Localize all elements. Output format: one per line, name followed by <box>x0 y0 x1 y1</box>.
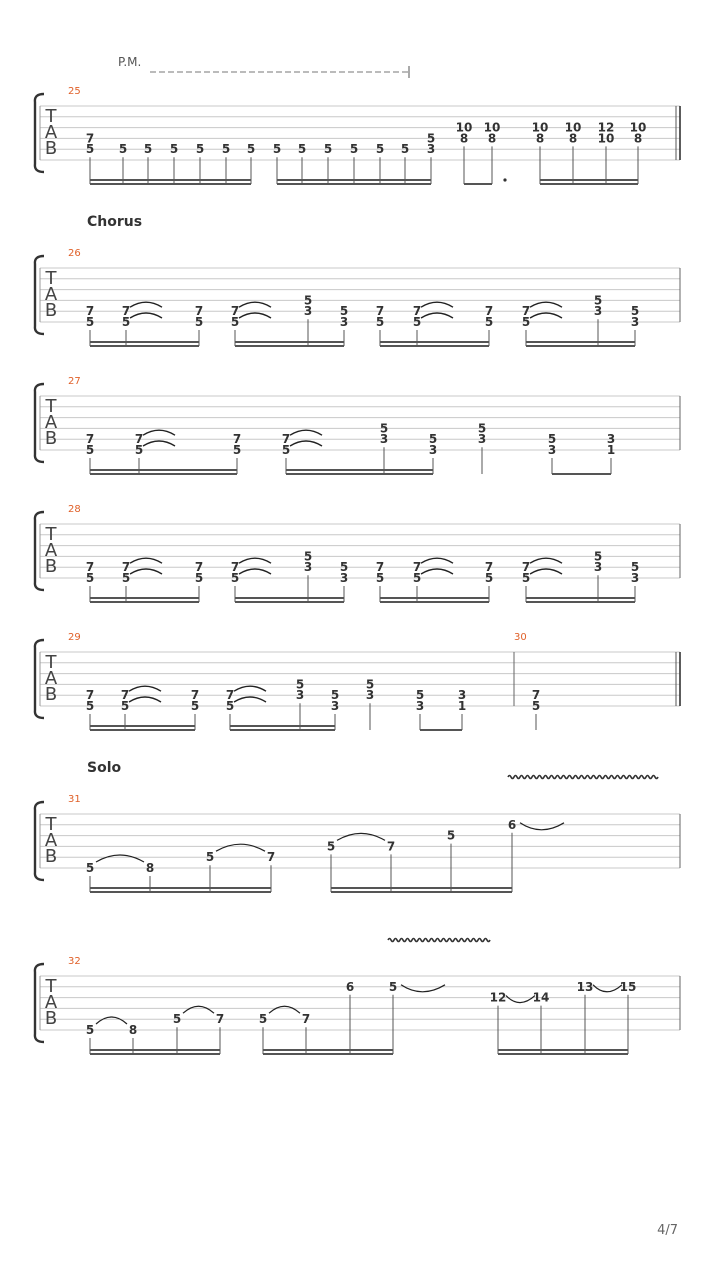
rhythm-dot <box>503 178 506 181</box>
fret-number: 3 <box>330 699 340 713</box>
tie-arc <box>239 558 271 563</box>
fret-number: 12 <box>597 120 615 135</box>
fret-number: 15 <box>619 979 637 994</box>
fret-number: 5 <box>297 142 307 157</box>
tie-arc <box>421 569 453 574</box>
tie-arc <box>129 686 161 691</box>
fret-number: 5 <box>379 421 389 436</box>
fret-number: 5 <box>303 293 313 308</box>
tab-clef-letter: B <box>44 846 58 867</box>
tab-clef-letter: T <box>45 268 57 289</box>
tab-clef-letter: B <box>44 556 58 577</box>
fret-number: 5 <box>281 443 291 457</box>
fret-number: 5 <box>547 432 557 447</box>
vibrato-mark <box>508 776 658 779</box>
fret-number: 7 <box>121 560 131 575</box>
tie-arc <box>239 313 271 318</box>
slur-arc <box>96 855 144 862</box>
tie-arc <box>130 569 162 574</box>
tab-clef-letter: T <box>45 652 57 673</box>
tab-clef-letter: B <box>44 1008 58 1029</box>
tie-arc <box>530 302 562 307</box>
fret-number: 5 <box>412 571 422 585</box>
fret-number: 3 <box>365 688 375 703</box>
fret-number: 7 <box>232 432 242 447</box>
fret-number: 5 <box>521 315 531 329</box>
tab-clef-letter: T <box>45 976 57 997</box>
fret-number: 8 <box>128 1023 138 1037</box>
fret-number: 5 <box>134 443 144 457</box>
fret-number: 7 <box>386 839 396 854</box>
slur-arc <box>593 985 622 992</box>
fret-number: 5 <box>272 142 282 157</box>
fret-number: 3 <box>457 688 467 703</box>
fret-number: 5 <box>593 293 603 308</box>
fret-number: 7 <box>521 560 531 575</box>
fret-number: 7 <box>412 304 422 319</box>
fret-number: 5 <box>118 142 128 157</box>
fret-number: 7 <box>190 688 200 703</box>
fret-number: 5 <box>477 421 487 436</box>
fret-number: 7 <box>194 304 204 319</box>
fret-number: 5 <box>339 304 349 319</box>
fret-number: 5 <box>303 549 313 564</box>
fret-number: 3 <box>630 571 640 585</box>
fret-number: 5 <box>375 571 385 585</box>
fret-number: 7 <box>194 560 204 575</box>
slur-arc <box>269 1006 300 1013</box>
tie-arc <box>143 430 175 435</box>
fret-number: 8 <box>568 131 578 146</box>
fret-number: 7 <box>375 304 385 319</box>
tie-arc <box>234 697 266 702</box>
fret-number: 7 <box>521 304 531 319</box>
fret-number: 3 <box>477 432 487 447</box>
fret-number: 7 <box>85 560 95 575</box>
fret-number: 5 <box>85 443 95 457</box>
fret-number: 5 <box>375 142 385 157</box>
fret-number: 3 <box>593 560 603 575</box>
measure-number: 25 <box>68 86 81 97</box>
fret-number: 5 <box>194 315 204 329</box>
measure-number: 29 <box>68 632 81 643</box>
fret-number: 14 <box>532 990 550 1005</box>
vibrato-mark <box>388 939 490 942</box>
tie-arc <box>234 686 266 691</box>
tab-clef-letter: T <box>45 396 57 417</box>
tab-clef-letter: B <box>44 300 58 321</box>
fret-number: 3 <box>379 432 389 447</box>
tie-arc <box>290 430 322 435</box>
fret-number: 10 <box>564 120 582 135</box>
tab-clef-letter: T <box>45 106 57 127</box>
tie-arc <box>143 441 175 446</box>
fret-number: 5 <box>205 850 215 865</box>
tie-arc <box>130 558 162 563</box>
fret-number: 7 <box>134 432 144 447</box>
fret-number: 5 <box>258 1012 268 1027</box>
fret-number: 5 <box>521 571 531 585</box>
tab-clef-letter: B <box>44 138 58 159</box>
fret-number: 8 <box>535 131 545 146</box>
fret-number: 7 <box>85 688 95 703</box>
fret-number: 10 <box>629 120 647 135</box>
slur-arc <box>216 844 265 851</box>
tie-arc <box>530 313 562 318</box>
fret-number: 5 <box>85 1023 95 1037</box>
fret-number: 10 <box>597 131 615 146</box>
fret-number: 1 <box>457 699 467 713</box>
tie-arc <box>290 441 322 446</box>
fret-number: 3 <box>630 315 640 329</box>
fret-number: 5 <box>326 839 336 854</box>
tie-arc <box>530 558 562 563</box>
measure-number: 26 <box>68 248 81 259</box>
tie-arc <box>530 569 562 574</box>
slur-arc <box>520 823 564 830</box>
fret-number: 5 <box>323 142 333 157</box>
fret-number: 5 <box>225 699 235 713</box>
fret-number: 5 <box>194 571 204 585</box>
fret-number: 5 <box>630 304 640 319</box>
tie-arc <box>421 558 453 563</box>
fret-number: 5 <box>85 571 95 585</box>
fret-number: 5 <box>400 142 410 157</box>
fret-number: 5 <box>172 1012 182 1027</box>
palm-mute-label: P.M. <box>118 55 142 69</box>
fret-number: 8 <box>487 131 497 146</box>
fret-number: 7 <box>301 1012 311 1027</box>
tab-clef-letter: A <box>44 540 58 561</box>
fret-number: 5 <box>85 142 95 157</box>
fret-number: 10 <box>531 120 549 135</box>
fret-number: 5 <box>121 315 131 329</box>
fret-number: 5 <box>484 571 494 585</box>
fret-number: 5 <box>195 142 205 157</box>
fret-number: 3 <box>415 699 425 713</box>
tie-arc <box>239 569 271 574</box>
fret-number: 6 <box>507 817 517 832</box>
fret-number: 3 <box>606 432 616 447</box>
fret-number: 5 <box>121 571 131 585</box>
fret-number: 5 <box>339 560 349 575</box>
fret-number: 5 <box>593 549 603 564</box>
tie-arc <box>130 313 162 318</box>
tab-clef-letter: T <box>45 814 57 835</box>
slur-arc <box>401 985 445 992</box>
fret-number: 13 <box>576 979 594 994</box>
fret-number: 5 <box>85 699 95 713</box>
fret-number: 7 <box>85 304 95 319</box>
fret-number: 5 <box>446 828 456 843</box>
fret-number: 7 <box>230 560 240 575</box>
tab-clef-letter: B <box>44 428 58 449</box>
slur-arc <box>96 1017 127 1024</box>
fret-number: 3 <box>303 560 313 575</box>
measure-number: 31 <box>68 794 81 805</box>
tie-arc <box>421 313 453 318</box>
fret-number: 7 <box>121 304 131 319</box>
fret-number: 5 <box>388 979 398 994</box>
page-number: 4/7 <box>657 1223 678 1238</box>
tie-arc <box>239 302 271 307</box>
measure-number: 28 <box>68 504 81 515</box>
fret-number: 7 <box>230 304 240 319</box>
fret-number: 6 <box>345 979 355 994</box>
fret-number: 5 <box>349 142 359 157</box>
tab-clef-letter: A <box>44 412 58 433</box>
tab-clef-letter: T <box>45 524 57 545</box>
fret-number: 7 <box>225 688 235 703</box>
fret-number: 5 <box>120 699 130 713</box>
fret-number: 8 <box>459 131 469 146</box>
fret-number: 5 <box>246 142 256 157</box>
tab-clef-letter: B <box>44 684 58 705</box>
fret-number: 7 <box>281 432 291 447</box>
fret-number: 7 <box>484 304 494 319</box>
fret-number: 5 <box>375 315 385 329</box>
slur-arc <box>337 833 385 840</box>
chorus-section-label: Chorus <box>87 214 143 230</box>
fret-number: 5 <box>190 699 200 713</box>
fret-number: 10 <box>483 120 501 135</box>
tab-clef-letter: A <box>44 992 58 1013</box>
fret-number: 5 <box>412 315 422 329</box>
fret-number: 3 <box>428 443 438 457</box>
fret-number: 3 <box>426 142 436 157</box>
solo-section-label: Solo <box>87 760 122 776</box>
fret-number: 5 <box>531 699 541 713</box>
fret-number: 7 <box>120 688 130 703</box>
fret-number: 5 <box>232 443 242 457</box>
fret-number: 12 <box>489 990 507 1005</box>
fret-number: 3 <box>547 443 557 457</box>
fret-number: 3 <box>339 315 349 329</box>
fret-number: 8 <box>633 131 643 146</box>
fret-number: 1 <box>606 443 616 457</box>
fret-number: 7 <box>531 688 541 703</box>
fret-number: 5 <box>330 688 340 703</box>
fret-number: 5 <box>630 560 640 575</box>
measure-number: 27 <box>68 376 81 387</box>
tie-arc <box>421 302 453 307</box>
fret-number: 5 <box>85 861 95 875</box>
slur-arc <box>506 996 535 1003</box>
fret-number: 7 <box>266 850 276 865</box>
fret-number: 7 <box>215 1012 225 1027</box>
fret-number: 5 <box>295 677 305 692</box>
fret-number: 5 <box>426 131 436 146</box>
tie-arc <box>130 302 162 307</box>
measure-number: 32 <box>68 956 81 967</box>
fret-number: 5 <box>415 688 425 703</box>
fret-number: 7 <box>412 560 422 575</box>
fret-number: 5 <box>230 571 240 585</box>
fret-number: 3 <box>295 688 305 703</box>
fret-number: 10 <box>455 120 473 135</box>
fret-number: 5 <box>85 315 95 329</box>
fret-number: 3 <box>303 304 313 319</box>
fret-number: 7 <box>375 560 385 575</box>
fret-number: 3 <box>339 571 349 585</box>
fret-number: 7 <box>484 560 494 575</box>
slur-arc <box>183 1006 214 1013</box>
fret-number: 8 <box>145 861 155 875</box>
fret-number: 5 <box>143 142 153 157</box>
tie-arc <box>129 697 161 702</box>
fret-number: 7 <box>85 131 95 146</box>
fret-number: 5 <box>484 315 494 329</box>
tab-clef-letter: A <box>44 668 58 689</box>
tab-clef-letter: A <box>44 122 58 143</box>
tab-clef-letter: A <box>44 830 58 851</box>
tab-clef-letter: A <box>44 284 58 305</box>
fret-number: 5 <box>221 142 231 157</box>
fret-number: 5 <box>428 432 438 447</box>
fret-number: 5 <box>169 142 179 157</box>
fret-number: 7 <box>85 432 95 447</box>
fret-number: 3 <box>593 304 603 319</box>
measure-number: 30 <box>514 632 527 643</box>
fret-number: 5 <box>365 677 375 692</box>
fret-number: 5 <box>230 315 240 329</box>
